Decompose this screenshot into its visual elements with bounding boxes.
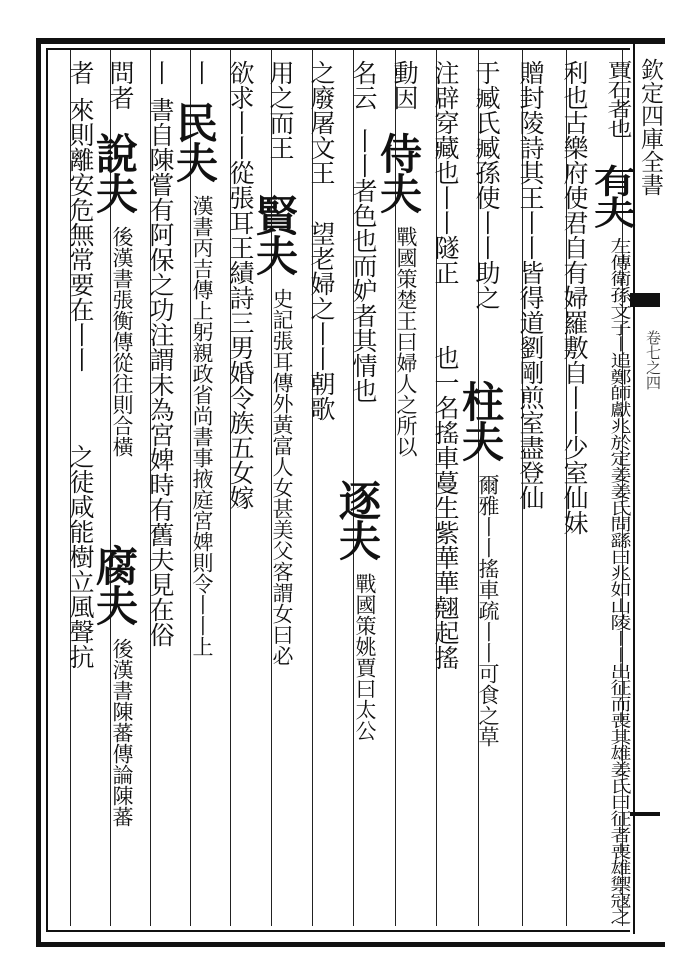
text-run: 漢書丙吉傳上躬親政省尚書事掖庭宮婢則令丨丨上 — [190, 195, 214, 657]
text-run: 書自陳嘗有阿保之功注謂未為宮婢時有舊夫見在俗 — [146, 97, 175, 647]
text-run: 利也古樂府使君自有婦羅敷自丨丨少室仙妹 — [560, 60, 589, 535]
entry-head: 賢夫 — [250, 194, 299, 274]
text-run: 名云 — [349, 60, 378, 110]
text-column — [291, 60, 337, 925]
entry-head: 逐夫 — [333, 479, 382, 559]
entry-head: 柱夫 — [456, 380, 505, 460]
entry-head: 腐夫 — [90, 544, 139, 624]
entry-head: 說夫 — [90, 132, 139, 212]
text-run: 之廢屠文王 — [307, 60, 336, 185]
text-run: 戰國策姚賈曰太公 — [353, 573, 377, 741]
entry-head: 民夫 — [170, 101, 219, 181]
text-run: 爾雅丨丨搖車疏丨丨可食之草 — [476, 474, 500, 747]
right-margin — [665, 0, 693, 971]
text-column — [588, 60, 637, 925]
text-run: 戰國策楚王曰婦人之所以 — [394, 226, 418, 457]
banner-bottom-mark — [630, 812, 660, 816]
text-run: 注辟穿藏也丨丨隧正 — [431, 60, 460, 285]
text-run: 問者 — [106, 60, 135, 110]
text-run: 丨丨者色也而妒者其情也 — [349, 128, 378, 403]
text-run: 來則離安危無常要在丨丨 — [66, 97, 95, 372]
banner-juan: 卷七之四 — [644, 330, 662, 390]
text-column — [210, 60, 256, 925]
text-column — [170, 60, 219, 925]
text-run: 之徒咸能樹立風聲抗 — [66, 444, 95, 669]
text-run: 後漢書張衡傳從往則合橫 — [110, 226, 134, 457]
text-run: 欲求丨丨從張耳王績詩三男婚令族五女嫁 — [226, 60, 255, 510]
text-run: 者 — [66, 60, 95, 85]
text-run: 史記張耳傳外黃富人女甚美父客謂女曰必 — [270, 288, 294, 666]
text-column — [544, 60, 590, 925]
text-column — [250, 60, 299, 925]
entry-head: 有夫 — [588, 164, 637, 227]
text-run: 也一名搖車蔓生紫華華翹起搖 — [431, 345, 460, 670]
text-run: 動因 — [390, 60, 419, 110]
text-run: 丨 — [146, 60, 175, 85]
fish-tail-mark — [630, 293, 660, 307]
text-column — [50, 60, 96, 925]
text-column — [456, 60, 505, 925]
text-run: 用之而王 — [266, 60, 295, 160]
text-run: 于臧氏臧孫使丨丨助之 — [472, 60, 501, 310]
entry-head: 侍夫 — [374, 132, 423, 212]
text-run: 後漢書陳蕃傳論陳蕃 — [110, 638, 134, 827]
text-column — [90, 60, 139, 925]
text-run: 左傳衛孫文子丨追鄭師獻兆於定姜姜氏問繇曰兆如山陵丨丨出征而喪其雄姜氏曰征者喪雄禦寇之 — [608, 237, 632, 925]
text-run: 丨 — [186, 60, 215, 85]
text-column — [333, 60, 382, 925]
text-run: 望老婦之丨丨朝歌 — [307, 221, 336, 421]
text-run: 賈石者也 — [604, 60, 633, 138]
text-run: 贈封陵詩其王丨丨皆得道劉剛煎室盡登仙 — [516, 60, 545, 510]
text-column — [500, 60, 546, 925]
banner-title: 欽定四庫全書 — [637, 58, 663, 196]
